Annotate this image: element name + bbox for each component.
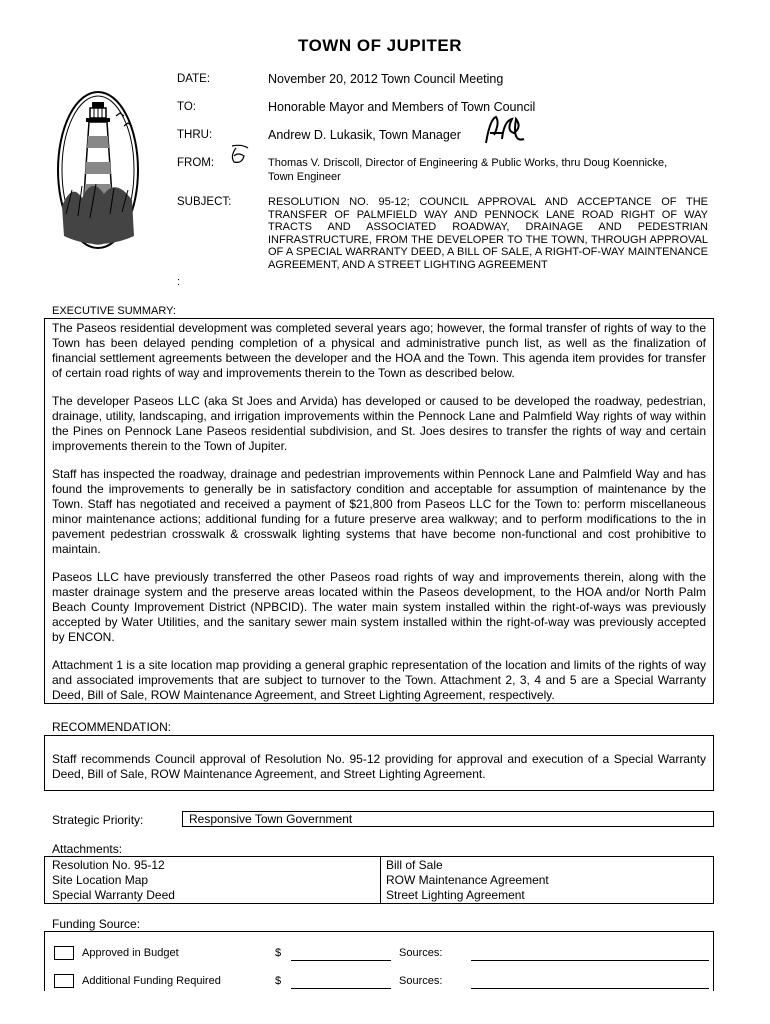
funding-source-label: Funding Source: [52,917,141,931]
sources-label: Sources: [399,947,443,959]
exec-paragraph-1: The Paseos residential development was completed several years ago; however, the formal transfer of rights of way to the Town has been delayed pending completion of a physical and administrative punch list, as well as the finalization of financial settlement agreements between the developer and the HOA and the Town. This agenda item provides for transfer of certain road rights of way and improvements therein to the Town as described below. [52,321,706,380]
attachment-item: Site Location Map [52,873,149,887]
date-value: November 20, 2012 Town Council Meeting [268,72,504,86]
director-initials [226,142,252,166]
exec-paragraph-5: Attachment 1 is a site location map providing a general graphic representation of the location and limits of the rights of way and associated improvements that are subject to turnover to the Town. Attachment 2, 3, 4 and 5 are a Special Warranty Deed, Bill of Sale, ROW Maintenance Agreement, and Street Lighting Agreement, respectively. [52,658,706,702]
additional-sources-line[interactable] [471,988,709,989]
manager-signature-initials [480,113,530,149]
budget-amount-line[interactable] [291,960,391,961]
attachments-divider [380,857,381,903]
attachment-item: Resolution No. 95-12 [52,858,165,872]
thru-value: Andrew D. Lukasik, Town Manager [268,128,461,142]
date-label: DATE: [177,73,211,85]
exec-paragraph-4: Paseos LLC have previously transferred the other Paseos road rights of way and improvements therein, along with the master drainage system and the preserve areas located within the Paseos development, to the HOA and/or North Palm Beach County Improvement District (NPBCID). The water main system installed within the right-of-ways was previously accepted by Water Utilities, and the sanitary sewer main system installed within the right-of-way was previously accepted by ENCON. [52,570,706,644]
attachment-item: Bill of Sale [386,858,443,872]
to-value: Honorable Mayor and Members of Town Council [268,100,536,114]
attachment-item: ROW Maintenance Agreement [386,873,549,887]
exec-paragraph-2: The developer Paseos LLC (aka St Joes and Arvida) has developed or caused to be developed the roadway, pedestrian, drainage, utility, landscaping, and irrigation improvements within the Pennock Lane and Palmfield Way rights of way within the Pines on Pennock Lane Paseos residential subdivision, and St. Joes desires to transfer the rights of way and certain improvements therein to the Town of Jupiter. [52,394,706,453]
subject-value: RESOLUTION NO. 95-12; COUNCIL APPROVAL AND ACCEPTANCE OF THE TRANSFER OF PALMFIELD WAY AND PENNOCK LANE ROAD RIGHT OF WAY TRACTS AND ASSOCIATED ROADWAY, DRAINAGE AND PEDESTRIAN INFRASTRUCTURE, FROM THE DEVELOPER TO THE TOWN, THROUGH APPROVAL OF A SPECIAL WARRANTY DEED, A BILL OF SALE, A RIGHT-OF-WAY MAINTENANCE AGREEMENT, AND A STREET LIGHTING AGREEMENT [268,196,708,271]
strategic-priority-label: Strategic Priority: [52,813,144,827]
attachments-right-column [386,858,549,903]
sources-label: Sources: [399,975,443,987]
additional-funding-checkbox[interactable] [54,974,74,988]
attachments-left-column [52,858,175,903]
page-title: TOWN OF JUPITER [298,36,462,55]
from-value-line2: Town Engineer [268,171,341,183]
recommendation-text: Staff recommends Council approval of Resolution No. 95-12 providing for approval and execution of a Special Warranty Deed, Bill of Sale, ROW Maintenance Agreement, and Street Lighting Agreement. [52,752,706,781]
budget-sources-line[interactable] [471,960,709,961]
attachment-item: Special Warranty Deed [52,888,175,902]
exec-paragraph-3: Staff has inspected the roadway, drainage and pedestrian improvements within Pennock Lane and Palmfield Way and has found the improvements to generally be in satisfactory condition and acceptable for assumption of maintenance by the Town. Staff has negotiated and received a payment of $21,800 from Paseos LLC for the Town to: perform miscellaneous minor maintenance actions; additional funding for a future preserve area walkway; and to perform modifications to the in pavement pedestrian crosswalk & crosswalk lighting systems that have become non-functional and cost prohibitive to maintain. [52,467,706,556]
dollar-sign: $ [275,975,282,987]
recommendation-box [44,735,714,791]
executive-summary-label: EXECUTIVE SUMMARY: [52,305,176,317]
subject-colon: : [177,276,181,288]
to-label: TO: [177,101,196,113]
thru-label: THRU: [177,129,213,141]
attachments-label: Attachments: [52,842,123,856]
strategic-priority-field[interactable] [182,811,714,827]
approved-in-budget-checkbox[interactable] [54,946,74,960]
strategic-priority-value: Responsive Town Government [189,812,353,826]
attachments-table [44,856,714,904]
additional-amount-line[interactable] [291,988,391,989]
town-seal-lighthouse-logo [52,86,144,254]
subject-label: SUBJECT: [177,196,232,208]
attachment-item: Street Lighting Agreement [386,888,525,902]
from-value-line1: Thomas V. Driscoll, Director of Engineering & Public Works, thru Doug Koennicke, [268,157,668,169]
approved-in-budget-label: Approved in Budget [82,947,179,959]
funding-source-box [44,931,714,991]
additional-funding-label: Additional Funding Required [82,975,221,987]
recommendation-label: RECOMMENDATION: [52,720,172,734]
from-label: FROM: [177,157,215,169]
executive-summary-box [44,318,714,704]
dollar-sign: $ [275,947,282,959]
